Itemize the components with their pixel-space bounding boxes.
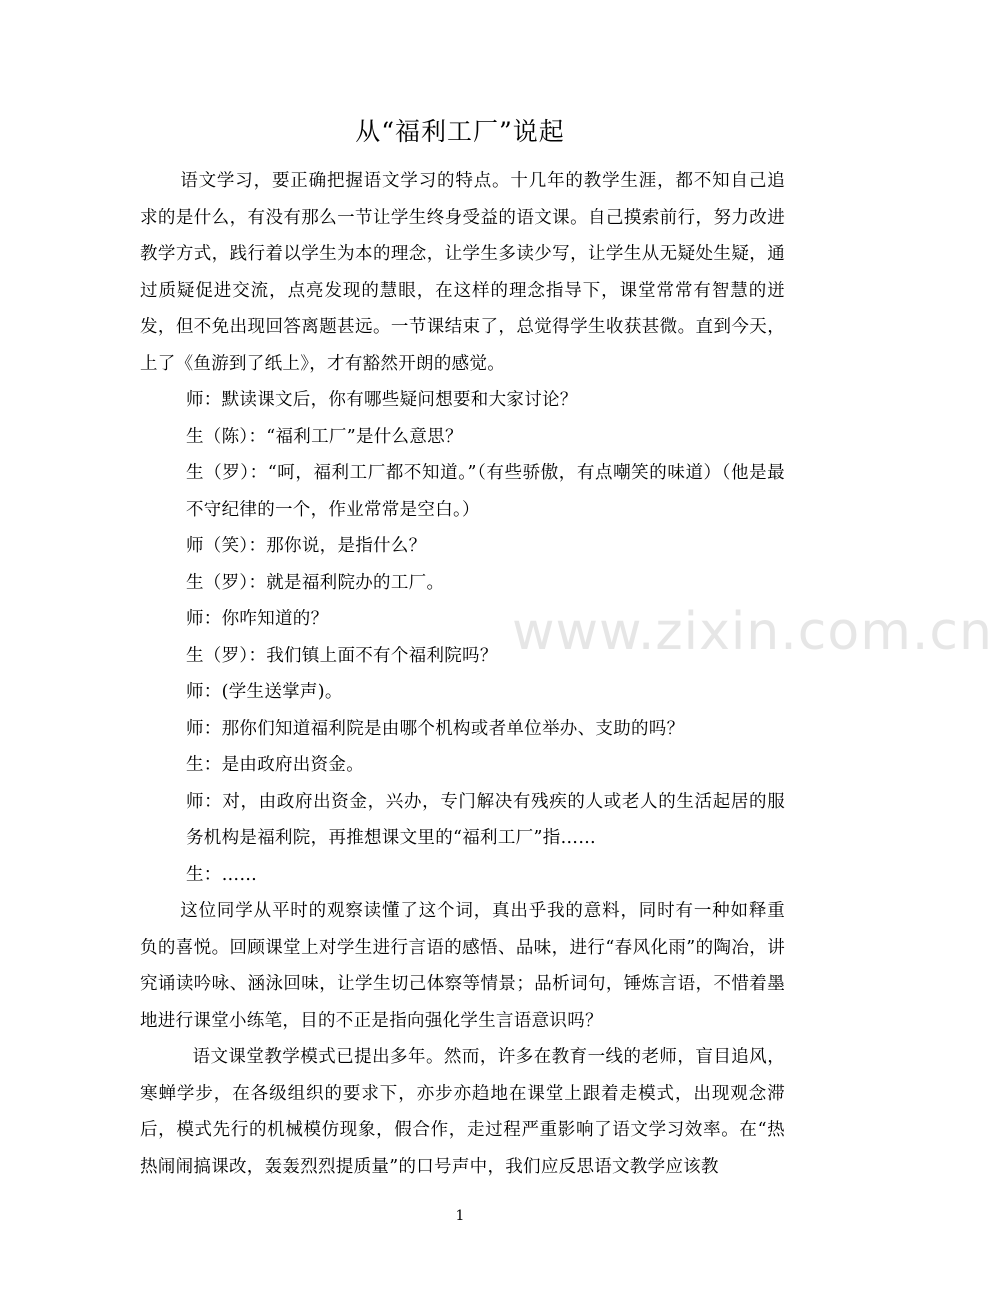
dialogue-line: 生：……	[186, 864, 258, 885]
dialogue-line: 生（罗）：我们镇上面不有个福利院吗？	[186, 645, 498, 666]
dialogue-line: 生（陈）：“福利工厂”是什么意思？	[186, 426, 463, 447]
document-body	[140, 163, 785, 1185]
dialogue-line: 师：你咋知道的？	[186, 609, 329, 629]
intro-paragraph: 语文学习，要正确把握语文学习的特点。十几年的教学生涯，都不知自己追求的是什么，有没有那么一节让学生终身受益的语文课。自己摸索前行，努力改进教学方式，践行着以学生为本的理念，让学生多读少写，让学生从无疑处生疑，通过质疑促进交流，点亮发现的慧眼，在这样的理念指导下，课堂常常有智慧的迸发，但不免出现回答离题甚远。一节课结束了，总觉得学生收获甚微。直到今天，上了《鱼游到了纸上》，才有豁然开朗的感觉。	[140, 171, 785, 374]
document-title: 从“福利工厂”说起	[355, 117, 565, 146]
watermark: www.zixin.com.cn	[512, 602, 993, 662]
dialogue-line: 师：那你们知道福利院是由哪个机构或者单位举办、支助的吗？	[186, 718, 685, 739]
page-number: 1	[455, 1208, 465, 1224]
dialogue-line: 生：是由政府出资金。	[186, 755, 364, 775]
dialogue-line: 生（罗）：就是福利院办的工厂。	[186, 572, 445, 593]
dialogue-line: 师：对，由政府出资金，兴办，专门解决有残疾的人或老人的生活起居的服务机构是福利院，再推想课文里的“福利工厂”指……	[186, 791, 785, 848]
reflection-paragraph: 这位同学从平时的观察读懂了这个词，真出乎我的意料，同时有一种如释重负的喜悦。回顾课堂上对学生进行言语的感悟、品味，进行“春风化雨”的陶冶，讲究诵读吟咏、涵泳回味，让学生切己体察等情景；品析词句，锤炼言语，不惜着墨地进行课堂小练笔，目的不正是指向强化学生言语意识吗？	[140, 901, 785, 1031]
dialogue-line: 生（罗）：“呵，福利工厂都不知道。”（有些骄傲，有点嘲笑的味道）（他是最不守纪律的一个，作业常常是空白。）	[186, 463, 785, 520]
closing-paragraph: 语文课堂教学模式已提出多年。然而，许多在教育一线的老师，盲目追风，寒蝉学步，在各级组织的要求下，亦步亦趋地在课堂上跟着走模式，出现观念滞后，模式先行的机械模仿现象，假合作，走过程严重影响了语文学习效率。在“热热闹闹搞课改，轰轰烈烈提质量”的口号声中，我们应反思语文教学应该教	[140, 1047, 785, 1177]
dialogue-line: 师：默读课文后，你有哪些疑问想要和大家讨论？	[186, 390, 578, 410]
dialogue-line: 师：(学生送掌声)。	[186, 682, 343, 702]
dialogue-line: 师（笑）：那你说，是指什么？	[186, 536, 427, 556]
